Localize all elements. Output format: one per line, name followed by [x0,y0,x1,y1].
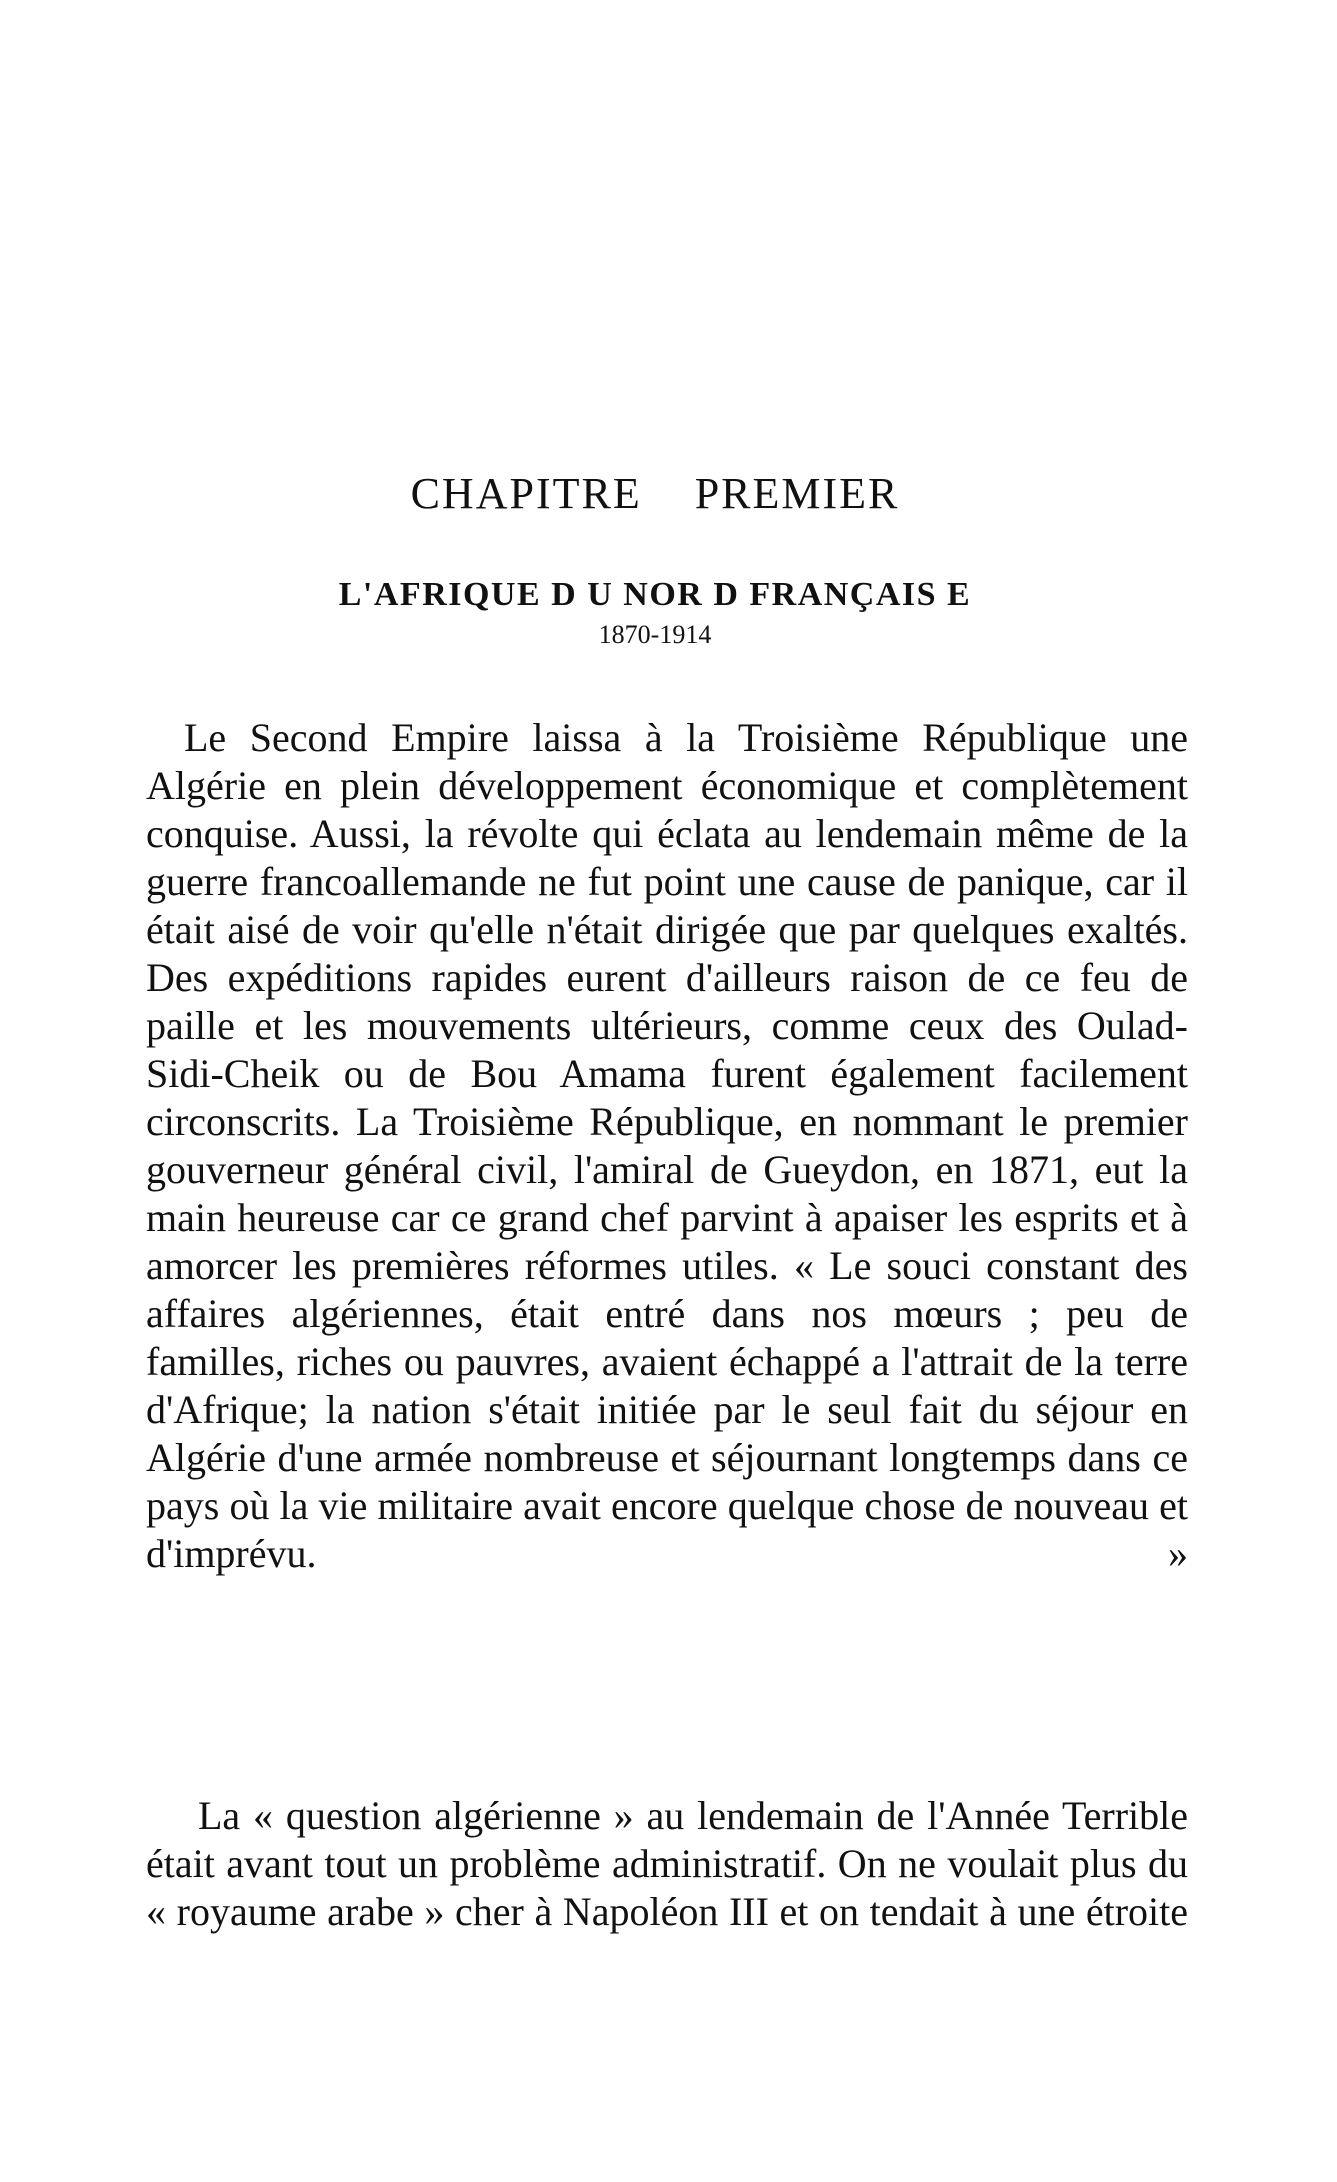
chapter-label: CHAPITRE PREMIER [410,469,900,518]
body-paragraph-1: Le Second Empire laissa à la Troisième République une Algérie en plein développement économique et complètement conquise. Aussi, la révolte qui éclata au lendemain même de la guerre francoallemande ne fut point une cause de panique, car il était aisé de voir qu'elle n'était dirigée que par quelques exaltés. Des expéditions rapides eurent d'ailleurs raison de ce feu de paille et les mouvements ultérieurs, comme ceux des Oulad-Sidi-Cheik ou de Bou Amama furent également facilement circonscrits. La Troisième République, en nommant le premier gouverneur général civil, l'amiral de Gueydon, en 1871, eut la main heureuse car ce grand chef parvint à apaiser les esprits et à amorcer les premières réformes utiles. « Le souci constant des affaires algériennes, était entré dans nos mœurs ; peu de familles, riches ou pauvres, avaient échappé a l'attrait de la terre d'Afrique; la nation s'était initiée par le seul fait du séjour en Algérie d'une armée nombreuse et séjournant longtemps dans ce pays où la vie militaire avait encore quelque chose de nouveau et d'imprévu. » [146,715,1188,1576]
chapter-dates: 1870-1914 [598,620,712,649]
body-paragraph-2: La « question algérienne » au lendemain de l'Année Terrible était avant tout un problème administratif. On ne voulait plus du « royaume arabe » cher à Napoléon III et on tendait à une étroite [146,1793,1188,1934]
chapter-title: L'AFRIQUE D U NOR D FRANÇAIS E [338,576,972,613]
